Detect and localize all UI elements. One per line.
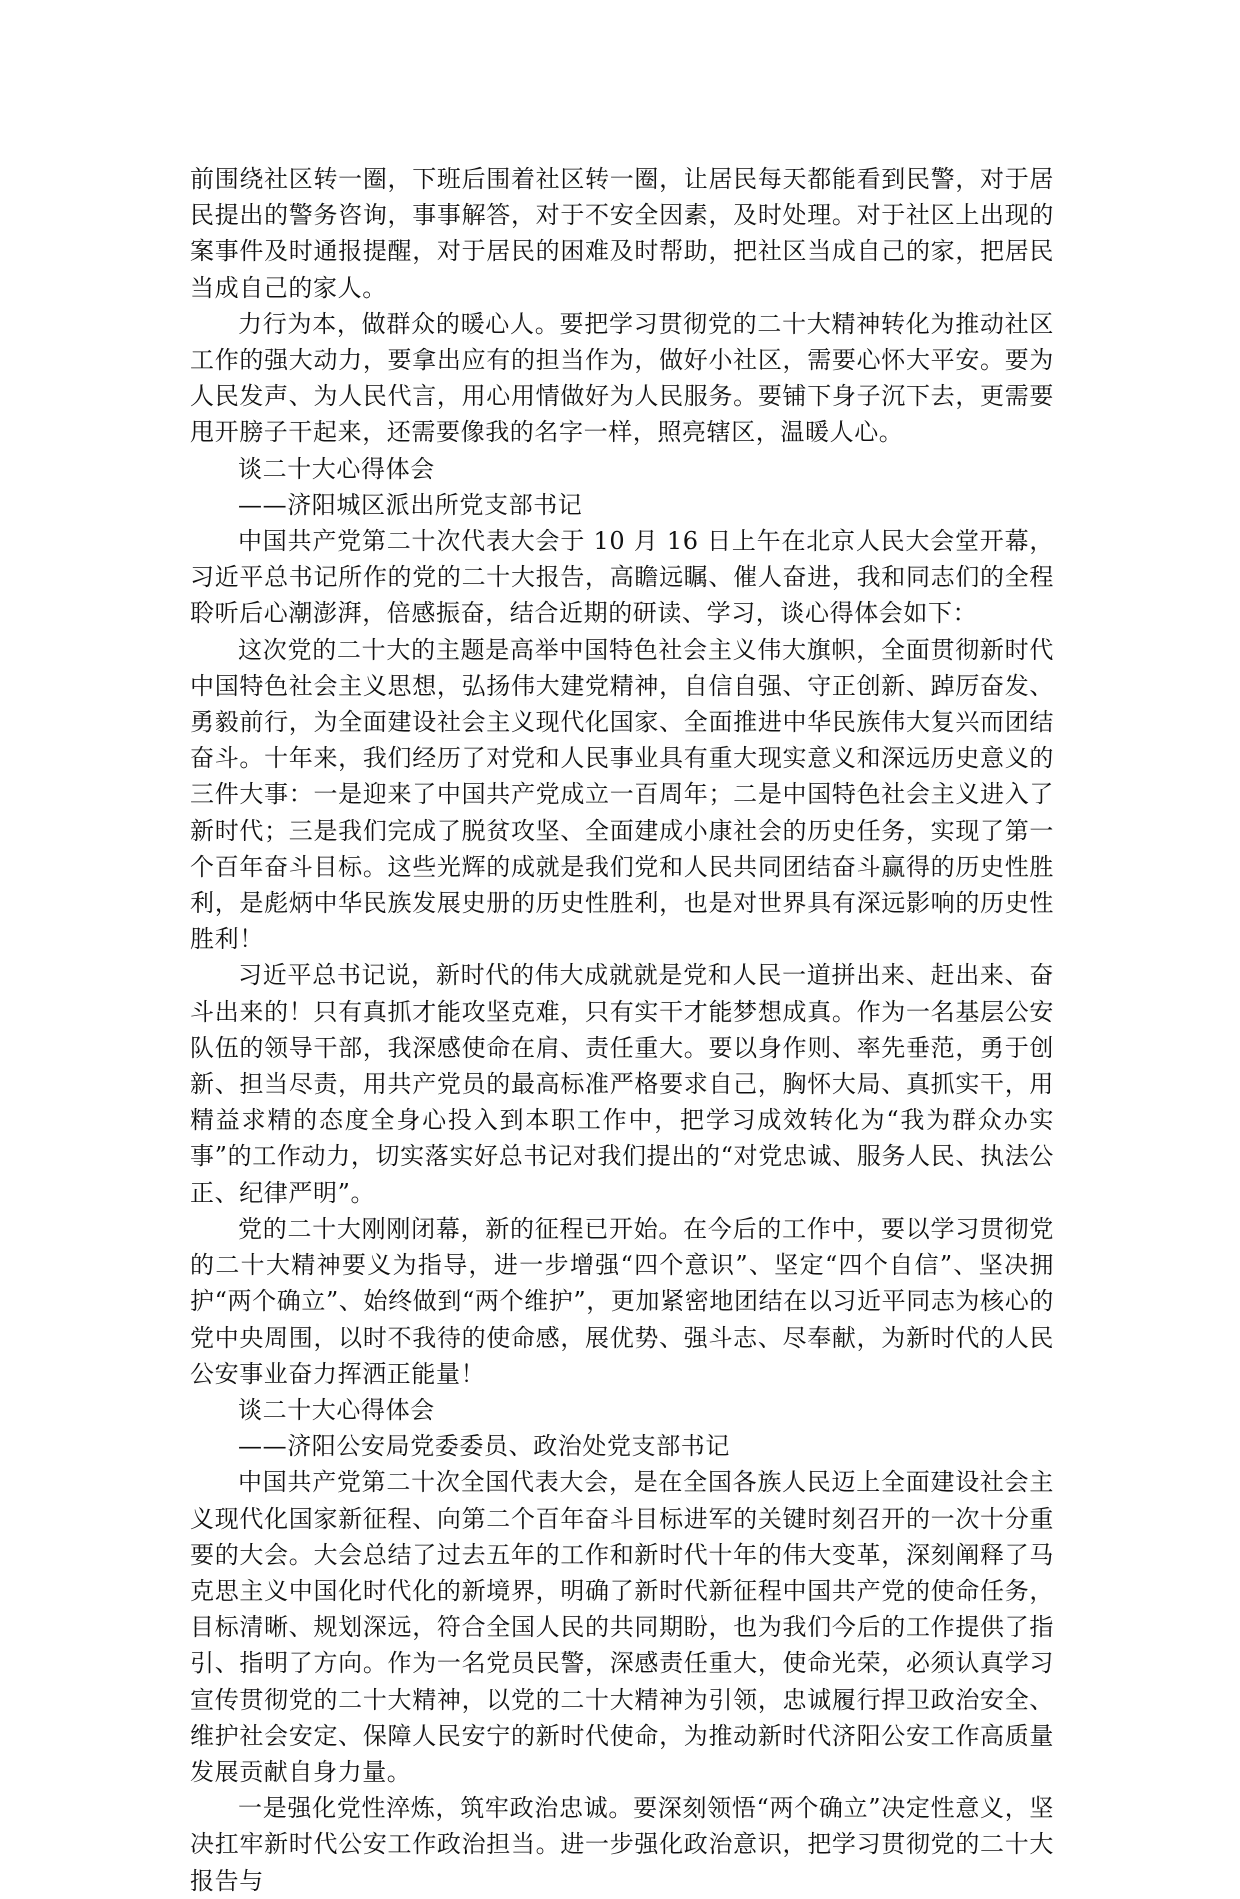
section-title-2: 谈二十大心得体会 — [238, 1395, 435, 1424]
section-author-1: ——济阳城区派出所党支部书记 — [238, 490, 583, 519]
section-author-2: ——济阳公安局党委委员、政治处党支部书记 — [238, 1432, 730, 1461]
document-body — [190, 161, 1054, 1899]
paragraph-party-spirit: 一是强化党性淬炼，筑牢政治忠诚。要深刻领悟“两个确立”决定性意义，坚决扛牢新时代公安工作政治担当。进一步强化政治意识，把学习贯彻党的二十大报告与 — [190, 1794, 1054, 1895]
paragraph-congress-opening: 中国共产党第二十次代表大会于 10 月 16 日上午在北京人民大会堂开幕，习近平总书记所作的党的二十大报告，高瞻远瞩、催人奋进，我和同志们的全程聆听后心潮澎湃，倍感振奋，结合近期的研读、学习，谈心得体会如下： — [190, 527, 1054, 628]
paragraph-warm-hearted: 力行为本，做群众的暖心人。要把学习贯彻党的二十大精神转化为推动社区工作的强大动力，要拿出应有的担当作为，做好小社区，需要心怀大平安。要为人民发声、为人民代言，用心用情做好为人民服务。要铺下身子沉下去，更需要甩开膀子干起来，还需要像我的名字一样，照亮辖区，温暖人心。 — [190, 309, 1054, 447]
paragraph-community-patrol: 前围绕社区转一圈，下班后围着社区转一圈，让居民每天都能看到民警，对于居民提出的警务咨询，事事解答，对于不安全因素，及时处理。对于社区上出现的案事件及时通报提醒，对于居民的困难及时帮助，把社区当成自己的家，把居民当成自己的家人。 — [190, 165, 1054, 302]
section-title-1: 谈二十大心得体会 — [238, 454, 435, 483]
paragraph-xi-quote: 习近平总书记说，新时代的伟大成就就是党和人民一道拼出来、赶出来、奋斗出来的！只有真抓才能攻坚克难，只有实干才能梦想成真。作为一名基层公安队伍的领导干部，我深感使命在肩、责任重大。要以身作则、率先垂范，勇于创新、担当尽责，用共产党员的最高标准严格要求自己，胸怀大局、真抓实干，用精益求精的态度全身心投入到本职工作中，把学习成效转化为“我为群众办实事”的工作动力，切实落实好总书记对我们提出的“对党忠诚、服务人民、执法公正、纪律严明”。 — [190, 961, 1054, 1207]
paragraph-national-congress: 中国共产党第二十次全国代表大会，是在全国各族人民迈上全面建设社会主义现代化国家新征程、向第二个百年奋斗目标进军的关键时刻召开的一次十分重要的大会。大会总结了过去五年的工作和新时代十年的伟大变革，深刻阐释了马克思主义中国化时代化的新境界，明确了新时代新征程中国共产党的使命任务，目标清晰、规划深远，符合全国人民的共同期盼，也为我们今后的工作提供了指引、指明了方向。作为一名党员民警，深感责任重大，使命光荣，必须认真学习宣传贯彻党的二十大精神，以党的二十大精神为引领，忠诚履行捍卫政治安全、维护社会安定、保障人民安宁的新时代使命，为推动新时代济阳公安工作高质量发展贡献自身力量。 — [190, 1468, 1054, 1786]
paragraph-new-journey: 党的二十大刚刚闭幕，新的征程已开始。在今后的工作中，要以学习贯彻党的二十大精神要义为指导，进一步增强“四个意识”、坚定“四个自信”、坚决拥护“两个确立”、始终做到“两个维护”，更加紧密地团结在以习近平同志为核心的党中央周围，以时不我待的使命感，展优势、强斗志、尽奉献，为新时代的人民公安事业奋力挥洒正能量！ — [190, 1214, 1054, 1388]
paragraph-congress-theme: 这次党的二十大的主题是高举中国特色社会主义伟大旗帜，全面贯彻新时代中国特色社会主义思想，弘扬伟大建党精神，自信自强、守正创新、踔厉奋发、勇毅前行，为全面建设社会主义现代化国家、全面推进中华民族伟大复兴而团结奋斗。十年来，我们经历了对党和人民事业具有重大现实意义和深远历史意义的三件大事：一是迎来了中国共产党成立一百周年；二是中国特色社会主义进入了新时代；三是我们完成了脱贫攻坚、全面建成小康社会的历史任务，实现了第一个百年奋斗目标。这些光辉的成就是我们党和人民共同团结奋斗赢得的历史性胜利，是彪炳中华民族发展史册的历史性胜利，也是对世界具有深远影响的历史性胜利！ — [190, 635, 1054, 954]
